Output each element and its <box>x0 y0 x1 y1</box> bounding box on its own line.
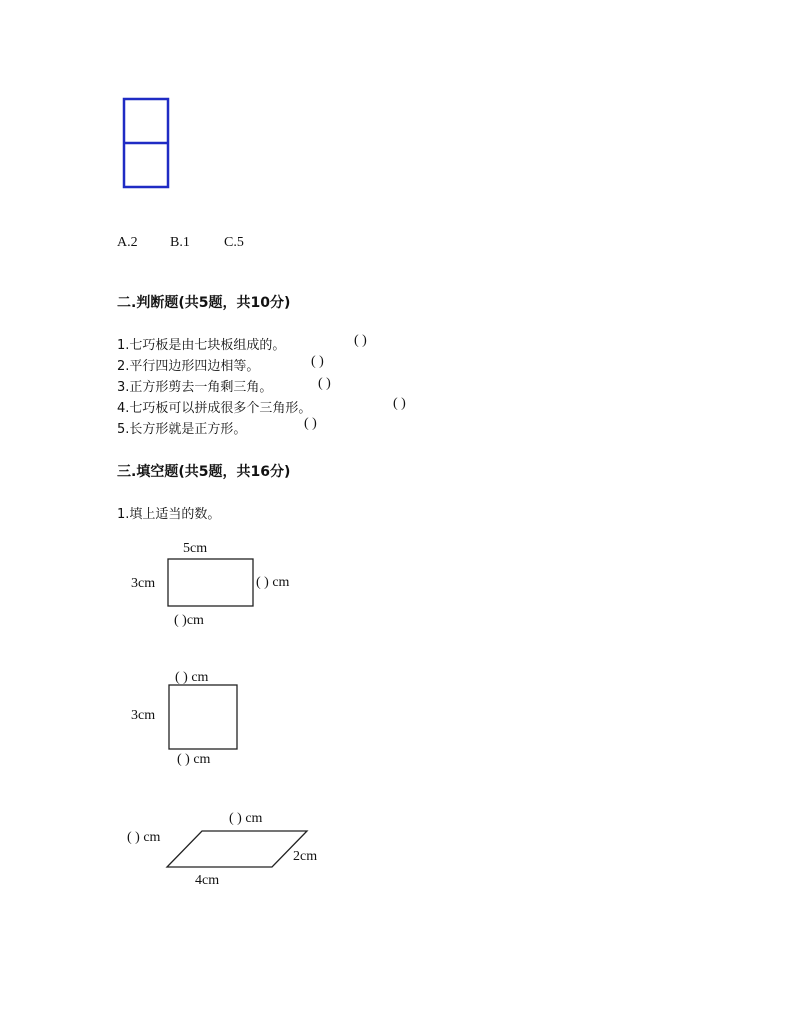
judge-question-5: 5.长方形就是正方形。 <box>117 422 247 437</box>
judge-question-3: 3.正方形剪去一角剩三角。 <box>117 380 273 395</box>
parallelogram-shape <box>167 831 307 867</box>
option-a: A.2 <box>117 235 138 250</box>
judge-blank-1[interactable]: ( ) <box>354 333 367 348</box>
section2-heading: 二.判断题(共5题，共10分) <box>117 295 291 311</box>
stacked-squares-figure <box>124 99 168 187</box>
fill-question-1: 1.填上适当的数。 <box>117 507 221 522</box>
para-left-blank[interactable]: ( ) cm <box>127 830 161 845</box>
rect-bottom-blank[interactable]: ( )cm <box>174 613 204 628</box>
judge-blank-5[interactable]: ( ) <box>304 416 317 431</box>
rect-top-label: 5cm <box>183 541 208 556</box>
judge-question-2: 2.平行四边形四边相等。 <box>117 359 260 374</box>
square-left-label: 3cm <box>131 708 156 723</box>
square-bottom-blank[interactable]: ( ) cm <box>177 752 211 767</box>
option-c: C.5 <box>224 235 244 250</box>
rect-right-blank[interactable]: ( ) cm <box>256 575 290 590</box>
para-bottom-label: 4cm <box>195 873 220 888</box>
square-top-blank[interactable]: ( ) cm <box>175 670 209 685</box>
para-right-label: 2cm <box>293 849 318 864</box>
judge-blank-3[interactable]: ( ) <box>318 376 331 391</box>
para-top-blank[interactable]: ( ) cm <box>229 811 263 826</box>
rect-left-label: 3cm <box>131 576 156 591</box>
section3-heading: 三.填空题(共5题，共16分) <box>117 464 291 480</box>
rectangle-shape <box>168 559 253 606</box>
judge-question-4: 4.七巧板可以拼成很多个三角形。 <box>117 401 312 416</box>
judge-question-1: 1.七巧板是由七块板组成的。 <box>117 338 286 353</box>
judge-blank-2[interactable]: ( ) <box>311 354 324 369</box>
judge-blank-4[interactable]: ( ) <box>393 396 406 411</box>
option-b: B.1 <box>170 235 190 250</box>
square-shape <box>169 685 237 749</box>
